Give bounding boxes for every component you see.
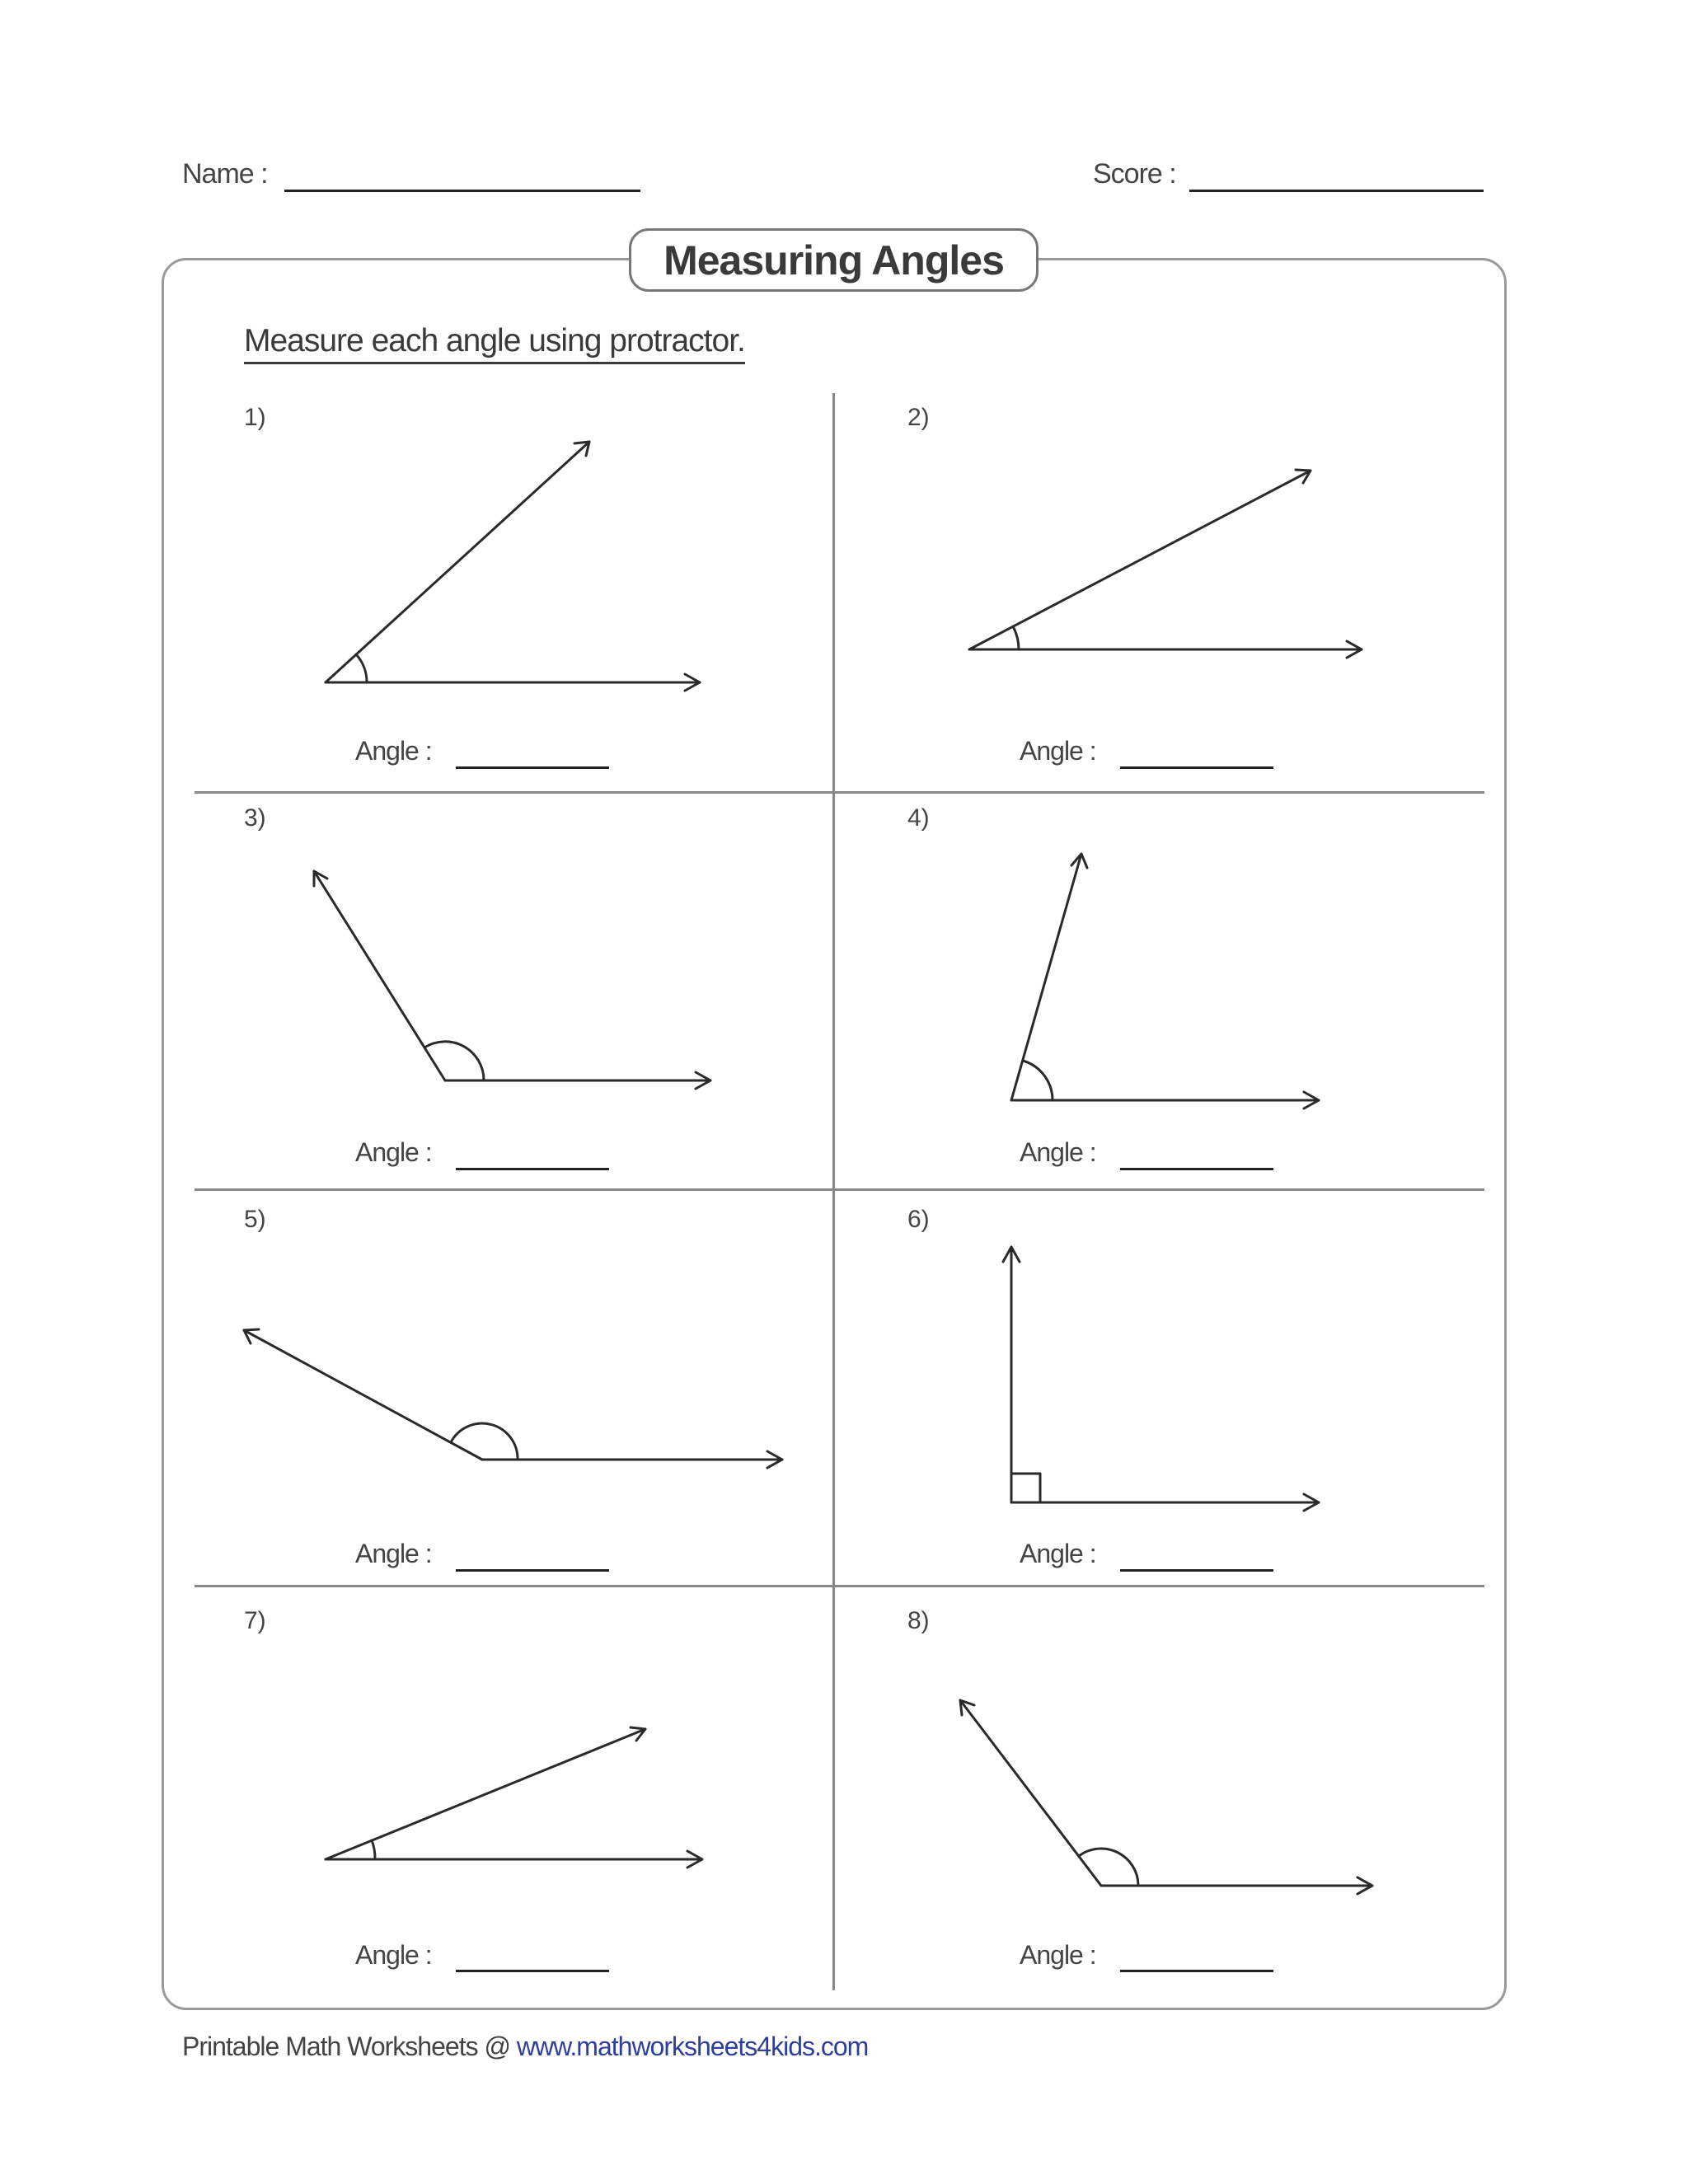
problem-number-5: 5) (244, 1206, 266, 1233)
angle-label-6: Angle : (1020, 1539, 1096, 1568)
problem-number-8: 8) (907, 1607, 930, 1634)
angle-label-1: Angle : (355, 736, 432, 766)
angle-label-7: Angle : (355, 1940, 432, 1970)
angle-figure-4 (1011, 854, 1319, 1108)
problem-number-6: 6) (907, 1206, 930, 1233)
angle-label-4: Angle : (1020, 1137, 1096, 1167)
footer-link[interactable]: www.mathworksheets4kids.com (516, 2032, 869, 2061)
angle-label-2: Angle : (1020, 736, 1096, 766)
footer (182, 2032, 868, 2062)
angle-figure-7 (326, 1727, 702, 1868)
angle-figure-2 (969, 470, 1362, 658)
worksheet-title: Measuring Angles (629, 228, 1039, 292)
angle-figure-5 (244, 1329, 782, 1468)
angle-figure-8 (960, 1700, 1372, 1894)
angle-label-3: Angle : (355, 1137, 432, 1167)
angle-figure-6 (1003, 1247, 1319, 1511)
problem-number-7: 7) (244, 1607, 266, 1634)
problem-number-3: 3) (244, 804, 266, 832)
problem-number-2: 2) (907, 404, 930, 431)
problem-number-4: 4) (907, 804, 930, 832)
score-label: Score : (1093, 158, 1176, 190)
angle-label-5: Angle : (355, 1539, 432, 1568)
angle-figure-1 (326, 442, 700, 691)
name-label: Name : (182, 158, 268, 190)
problem-number-1: 1) (244, 404, 266, 431)
angle-label-8: Angle : (1020, 1940, 1096, 1970)
footer-text: Printable Math Worksheets @ (182, 2032, 517, 2061)
angle-figure-3 (314, 871, 710, 1089)
instruction-text: Measure each angle using protractor. (244, 322, 745, 364)
